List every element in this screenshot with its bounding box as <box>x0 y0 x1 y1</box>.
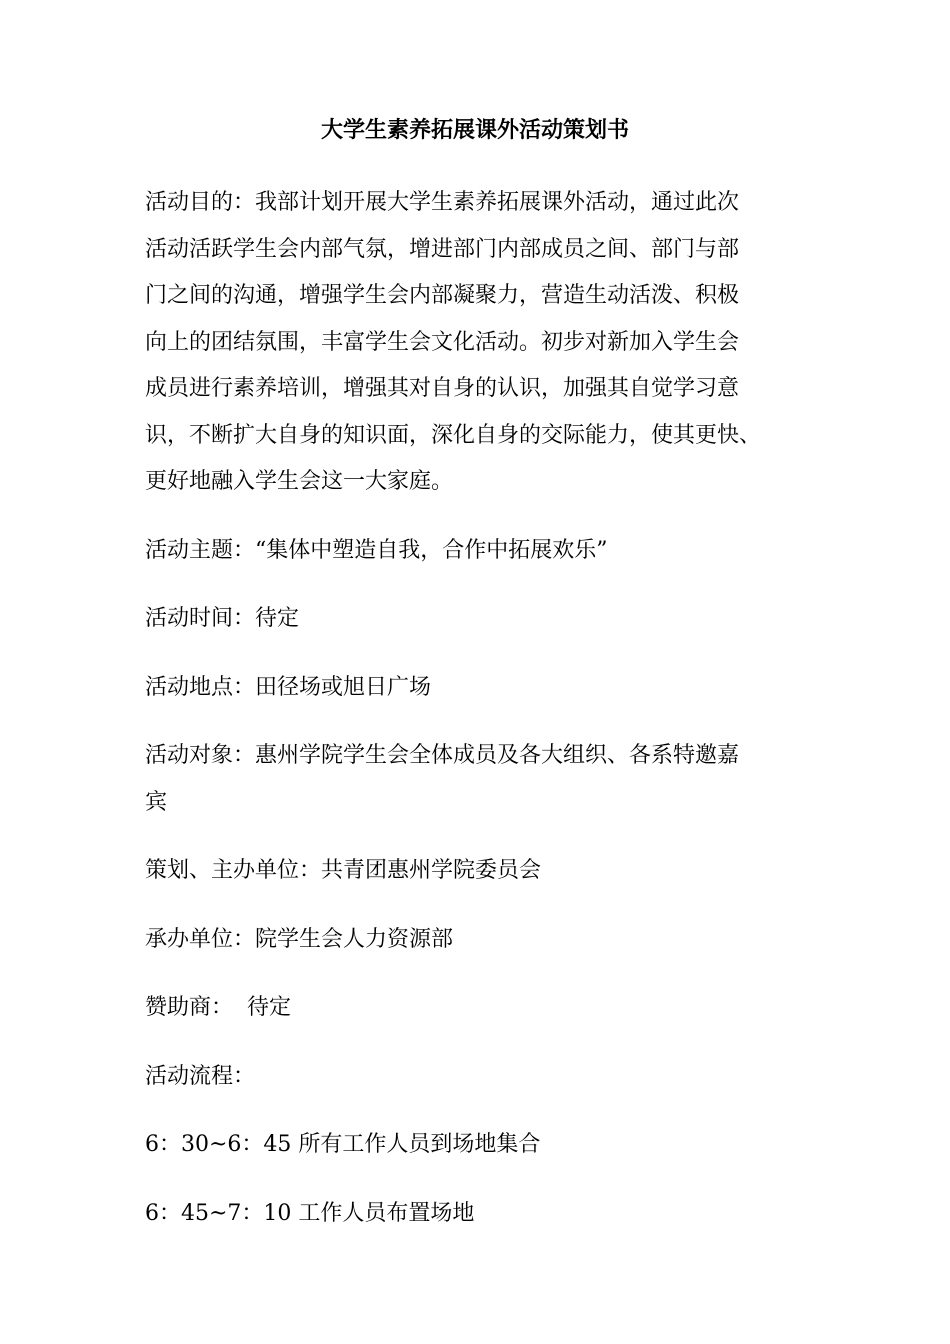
purpose-line: 识，不断扩大自身的知识面，深化自身的交际能力，使其更快、 <box>145 422 762 448</box>
process-heading-text: 活动流程： <box>145 1063 256 1089</box>
audience-paragraph <box>145 733 810 826</box>
purpose-line: 活动活跃学生会内部气氛，增进部门内部成员之间、部门与部 <box>145 236 740 262</box>
sponsor-paragraph <box>145 985 810 1032</box>
audience-line: 宾 <box>145 789 168 815</box>
organizer-paragraph <box>145 848 810 895</box>
theme-text: 活动主题：“集体中塑造自我，合作中拓展欢乐” <box>145 537 608 563</box>
audience-line: 活动对象：惠州学院学生会全体成员及各大组织、各系特邀嘉 <box>145 743 740 768</box>
process-item-text: 6：30~6：45 所有工作人员到场地集合 <box>145 1132 541 1157</box>
purpose-line: 向上的团结氛围，丰富学生会文化活动。初步对新加入学生会 <box>145 329 740 355</box>
document-title: 大学生素养拓展课外活动策划书 <box>320 117 629 143</box>
purpose-line: 活动目的：我部计划开展大学生素养拓展课外活动，通过此次 <box>145 190 740 215</box>
purpose-line: 更好地融入学生会这一大家庭。 <box>145 469 454 494</box>
process-item <box>145 1122 810 1169</box>
document-body <box>145 180 810 1237</box>
organizer-text: 策划、主办单位：共青团惠州学院委员会 <box>145 858 542 883</box>
theme-paragraph <box>145 528 810 575</box>
purpose-line: 门之间的沟通，增强学生会内部凝聚力，营造生动活泼、积极 <box>145 283 740 308</box>
host-text: 承办单位：院学生会人力资源部 <box>145 926 454 952</box>
process-item <box>145 1191 810 1238</box>
host-paragraph <box>145 917 810 964</box>
process-item-text: 6：45~7：10 工作人员布置场地 <box>145 1200 475 1226</box>
time-text: 活动时间：待定 <box>145 606 300 631</box>
time-paragraph <box>145 596 810 643</box>
sponsor-text: 赞助商： 待定 <box>145 995 291 1020</box>
location-text: 活动地点：田径场或旭日广场 <box>145 674 432 700</box>
purpose-line: 成员进行素养培训，增强其对自身的认识，加强其自觉学习意 <box>145 376 740 401</box>
process-heading <box>145 1054 810 1101</box>
purpose-paragraph <box>145 180 810 506</box>
location-paragraph <box>145 665 810 712</box>
